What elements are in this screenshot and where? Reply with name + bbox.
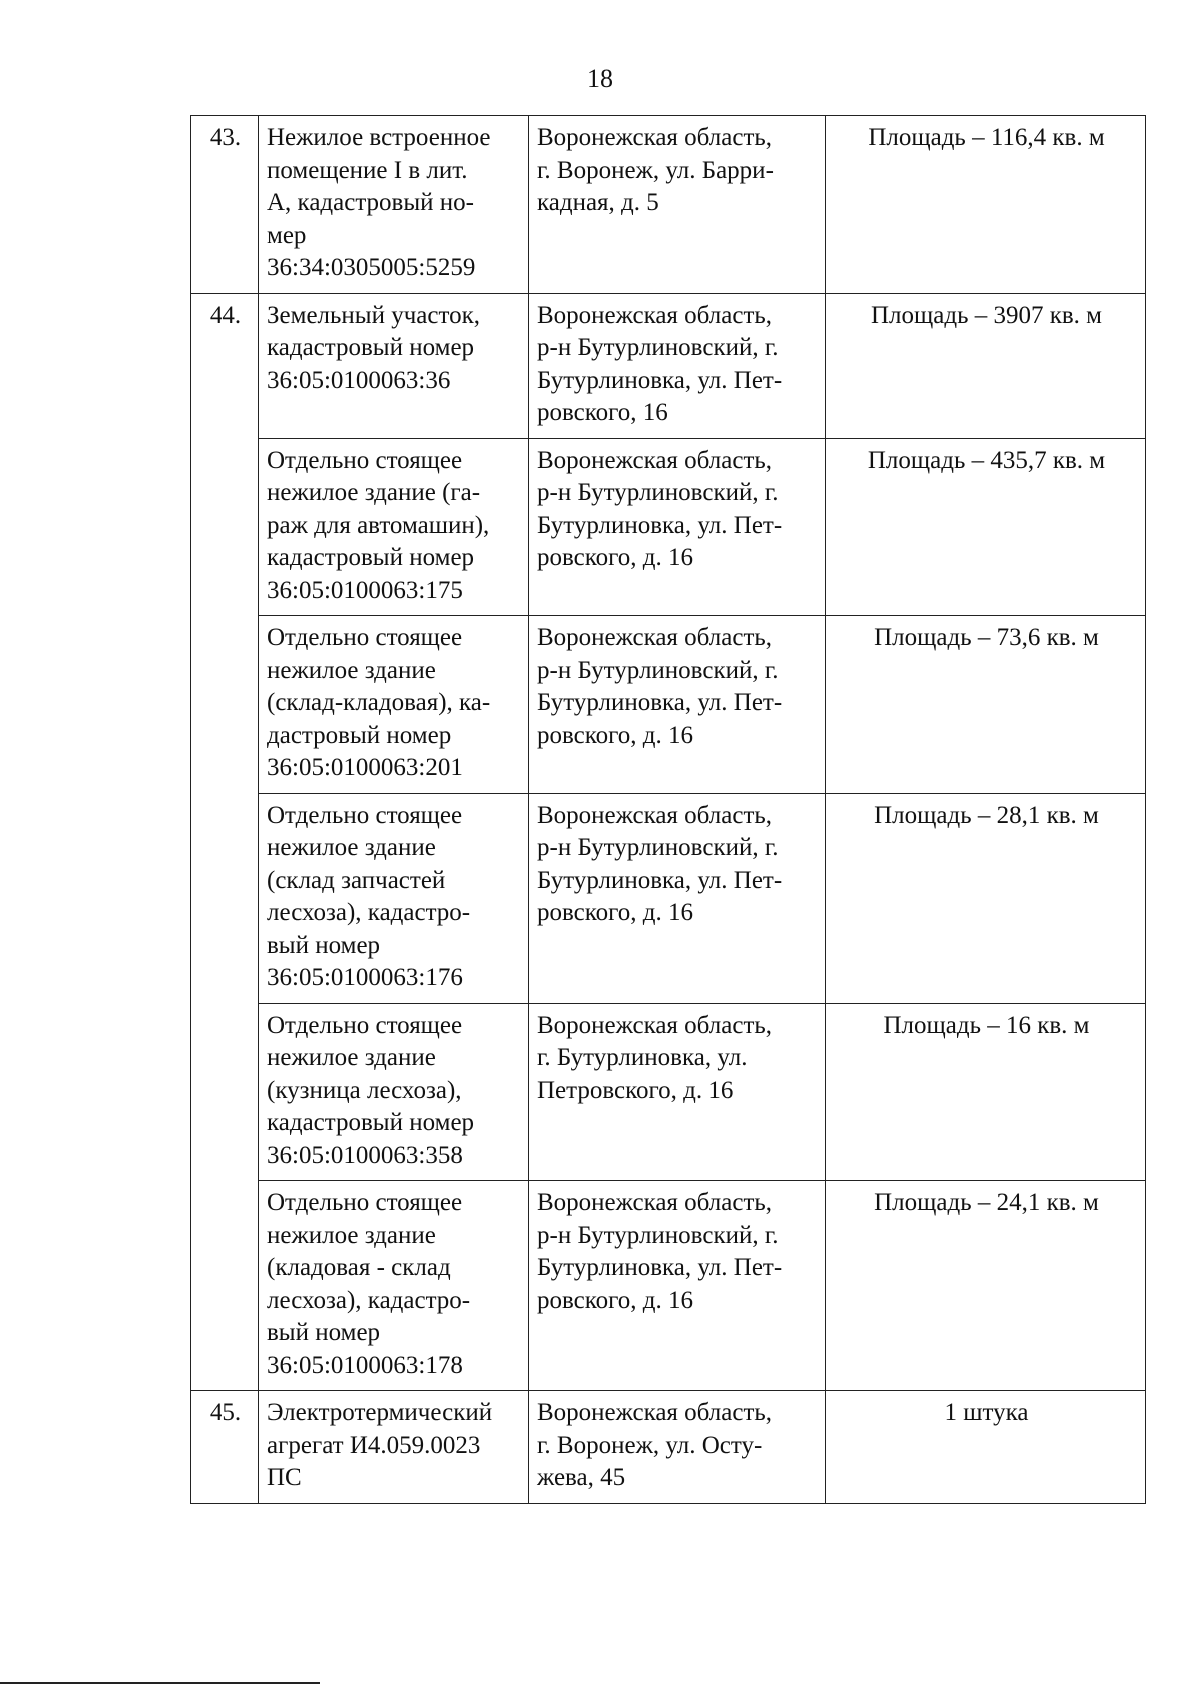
object-address: Воронежская область, р-н Бутурлиновский, г. Бутурлиновка, ул. Пет- ровского, д. 16 xyxy=(529,616,826,794)
object-name: Отдельно стоящее нежилое здание (га- раж для автомашин), кадастровый номер 36:05:0100063:175 xyxy=(259,438,529,616)
property-table xyxy=(190,115,1146,1504)
page-number: 18 xyxy=(587,64,613,93)
object-area: Площадь – 24,1 кв. м xyxy=(826,1181,1146,1391)
object-address: Воронежская область, г. Воронеж, ул. Барри- кадная, д. 5 xyxy=(529,116,826,294)
object-area: 1 штука xyxy=(826,1391,1146,1504)
table-row xyxy=(191,293,1146,438)
table-row xyxy=(191,616,1146,794)
object-address: Воронежская область, г. Воронеж, ул. Осту- жева, 45 xyxy=(529,1391,826,1504)
object-name: Нежилое встроенное помещение I в лит. А, кадастровый но- мер 36:34:0305005:5259 xyxy=(259,116,529,294)
object-area: Площадь – 116,4 кв. м xyxy=(826,116,1146,294)
object-address: Воронежская область, р-н Бутурлиновский, г. Бутурлиновка, ул. Пет- ровского, д. 16 xyxy=(529,1181,826,1391)
object-name: Отдельно стоящее нежилое здание (склад-кладовая), ка- дастровый номер 36:05:0100063:201 xyxy=(259,616,529,794)
object-address: Воронежская область, г. Бутурлиновка, ул. Петровского, д. 16 xyxy=(529,1003,826,1181)
object-address: Воронежская область, р-н Бутурлиновский, г. Бутурлиновка, ул. Пет- ровского, 16 xyxy=(529,293,826,438)
row-number: 43. xyxy=(191,116,259,294)
object-address: Воронежская область, р-н Бутурлиновский, г. Бутурлиновка, ул. Пет- ровского, д. 16 xyxy=(529,793,826,1003)
object-area: Площадь – 435,7 кв. м xyxy=(826,438,1146,616)
object-name: Отдельно стоящее нежилое здание (кузница лесхоза), кадастровый номер 36:05:0100063:358 xyxy=(259,1003,529,1181)
object-name: Земельный участок, кадастровый номер 36:05:0100063:36 xyxy=(259,293,529,438)
row-number: 44. xyxy=(191,293,259,1391)
object-name: Отдельно стоящее нежилое здание (склад запчастей лесхоза), кадастро- вый номер 36:05:0100063:176 xyxy=(259,793,529,1003)
object-area: Площадь – 16 кв. м xyxy=(826,1003,1146,1181)
table-row xyxy=(191,116,1146,294)
object-area: Площадь – 28,1 кв. м xyxy=(826,793,1146,1003)
object-name: Отдельно стоящее нежилое здание (кладовая - склад лесхоза), кадастро- вый номер 36:05:0100063:178 xyxy=(259,1181,529,1391)
object-area: Площадь – 3907 кв. м xyxy=(826,293,1146,438)
table-row xyxy=(191,1391,1146,1504)
table-row xyxy=(191,1003,1146,1181)
table-row xyxy=(191,438,1146,616)
footnote-divider xyxy=(0,1682,320,1684)
object-name: Электротермический агрегат И4.059.0023 ПС xyxy=(259,1391,529,1504)
table-row xyxy=(191,1181,1146,1391)
table-row xyxy=(191,793,1146,1003)
object-area: Площадь – 73,6 кв. м xyxy=(826,616,1146,794)
row-number: 45. xyxy=(191,1391,259,1504)
object-address: Воронежская область, р-н Бутурлиновский, г. Бутурлиновка, ул. Пет- ровского, д. 16 xyxy=(529,438,826,616)
